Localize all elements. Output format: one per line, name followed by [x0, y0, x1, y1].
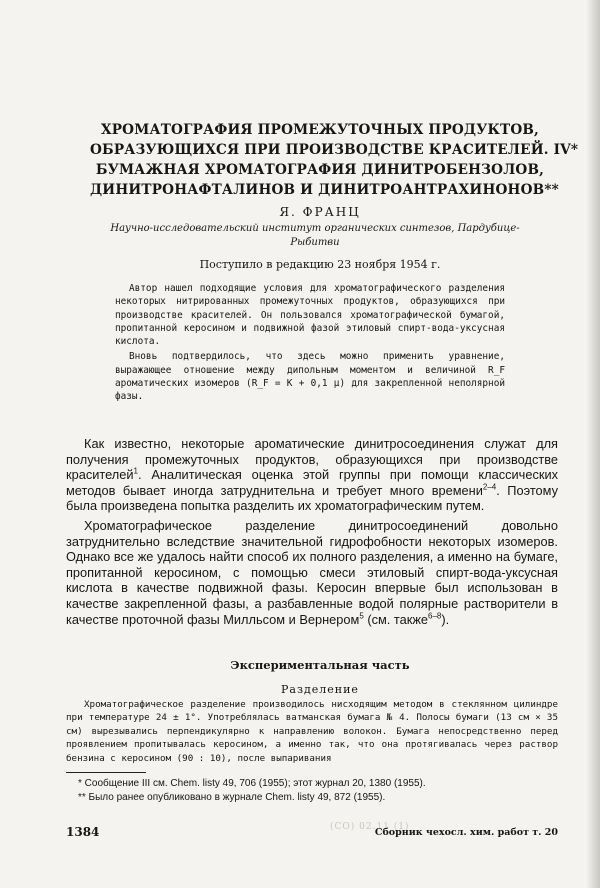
title-line: ХРОМАТОГРАФИЯ ПРОМЕЖУТОЧНЫХ ПРОДУКТОВ, — [101, 122, 539, 138]
body-paragraph — [66, 518, 558, 627]
body-text: Как известно, некоторые ароматические динитросоединения служат для получения промежуточных продуктов, образующихся при производстве красителей — [66, 436, 558, 483]
abstract-paragraph: Автор нашел подходящие условия для хроматографического разделения некоторых нитрированных промежуточных продуктов, образующихся при производстве красителей. Он пользовался хроматографической бумагой, пропитанной керосином и подвижной фазой этиловый спирт-вода-уксусная кислота. — [115, 283, 505, 348]
subsection-heading: Разделение — [281, 683, 359, 696]
citation-ref: 6–8 — [428, 611, 442, 621]
body-text: Хроматографическое разделение динитросоединений довольно затруднительно вследствие значительной гидрофобности некоторых изомеров. Однако все же удалось найти способ их полного разделения, а именно на бумаге, пропитанной керосином, с помощью смеси этиловый спирт-вода-уксусная кислота в качестве подвижной фазы. Керосин впервые был использован в качестве закрепленной фазы, а разбавленные водой полярные растворители в качестве проточной фазы Милльсом и Вернером — [66, 517, 558, 627]
citation-ref: 1 — [133, 466, 138, 476]
body-paragraph — [66, 436, 558, 514]
faded-stamp: (CO) 02.11 (1) — [330, 822, 410, 832]
title-line: БУМАЖНАЯ ХРОМАТОГРАФИЯ ДИНИТРОБЕНЗОЛОВ, — [95, 162, 545, 178]
article-body — [66, 436, 558, 631]
abstract — [115, 282, 505, 406]
footnote-divider — [66, 772, 146, 773]
section-heading: Экспериментальная часть — [230, 658, 410, 672]
running-footer: Сборник чехосл. хим. работ т. 20 — [374, 827, 558, 838]
method-section — [66, 698, 558, 765]
body-text: . Поэтому была произведена попытка разделить их хроматографическим путем. — [66, 482, 558, 514]
author-name: Я. ФРАНЦ — [279, 205, 361, 219]
scan-edge-shadow — [586, 0, 600, 888]
body-text: ). — [441, 611, 450, 627]
article-title — [90, 120, 579, 200]
title-line: ОБРАЗУЮЩИХСЯ ПРИ ПРОИЗВОДСТВЕ КРАСИТЕЛЕЙ. IV* — [90, 142, 579, 158]
title-line: ДИНИТРОНАФТАЛИНОВ И ДИНИТРОАНТРАХИНОНОВ** — [90, 182, 559, 198]
footnote: ** Было ранее опубликовано в журнале Chem. listy 49, 872 (1955). — [78, 792, 386, 803]
citation-ref: 5 — [359, 611, 364, 621]
footnotes — [78, 777, 558, 805]
received-date: Поступило в редакцию 23 ноября 1954 г. — [199, 258, 441, 271]
footnote: * Сообщение III см. Chem. listy 49, 706 (1955); этот журнал 20, 1380 (1955). — [78, 778, 426, 789]
method-paragraph: Хроматографическое разделение производилось нисходящим методом в стеклянном цилиндре при температуре 24 ± 1°. Употреблялась ватманская бумага № 4. Полосы бумаги (13 см × 35 см) вырезывались перпендикулярно к направлению волокон. Бумага непосредственно перед проявлением пропитывалась керосином, а именно так, что она протягивалась через раствор бензина с керосином (90 : 10), после выпаривания — [66, 699, 558, 764]
citation-ref: 2–4 — [482, 482, 497, 492]
author-affiliation: Научно-исследовательский институт органических синтезов, Пардубице-Рыбитви — [110, 223, 520, 248]
body-text: (см. также — [363, 611, 428, 627]
body-text: . Аналитическая оценка этой группы при помощи классических методов бывает иногда затруднительна и требует много времени — [66, 467, 558, 498]
abstract-paragraph: Вновь подтвердилось, что здесь можно применить уравнение, выражающее отношение между дипольным моментом и величиной R_F ароматических изомеров (R_F = K + 0,1 μ) для закрепленной неполярной фазы. — [115, 351, 505, 403]
page-number: 1384 — [66, 825, 100, 839]
